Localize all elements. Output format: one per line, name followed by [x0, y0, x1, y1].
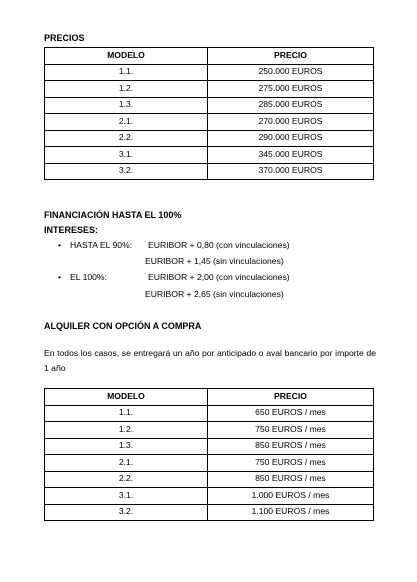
column-header-modelo: MODELO [45, 48, 208, 65]
cell-modelo: 3.2. [45, 504, 208, 521]
cell-modelo: 3.1. [45, 488, 208, 505]
table-row [45, 422, 374, 439]
precios-heading: PRECIOS [44, 33, 85, 43]
cell-precio: 850 EUROS / mes [208, 438, 374, 455]
cell-modelo: 2.2. [45, 471, 208, 488]
cell-precio: 1.000 EUROS / mes [208, 488, 374, 505]
table-row [45, 405, 374, 422]
cell-modelo: 1.1. [45, 405, 208, 422]
table-row [45, 504, 374, 521]
cell-modelo: 3.2. [45, 163, 208, 180]
table-header-row [45, 389, 374, 406]
cell-precio: 370.000 EUROS [208, 163, 374, 180]
cell-modelo: 1.1. [45, 64, 208, 81]
table-header-row [45, 48, 374, 65]
column-header-precio: PRECIO [208, 389, 374, 406]
cell-precio: 285.000 EUROS [208, 97, 374, 114]
column-header-precio: PRECIO [208, 48, 374, 65]
alquiler-table [44, 388, 374, 521]
cell-precio: 275.000 EUROS [208, 81, 374, 98]
table-row [45, 97, 374, 114]
bullet-icon: • [58, 240, 62, 250]
cell-precio: 750 EUROS / mes [208, 455, 374, 472]
column-header-modelo: MODELO [45, 389, 208, 406]
table-row [45, 455, 374, 472]
cell-precio: 1.100 EUROS / mes [208, 504, 374, 521]
table-row [45, 147, 374, 164]
cell-modelo: 1.2. [45, 422, 208, 439]
cell-precio: 250.000 EUROS [208, 64, 374, 81]
table-row [45, 64, 374, 81]
table-row [45, 488, 374, 505]
interes-bullet-100 [58, 273, 290, 283]
cell-modelo: 1.2. [45, 81, 208, 98]
cell-modelo: 2.1. [45, 114, 208, 131]
cell-modelo: 3.1. [45, 147, 208, 164]
cell-modelo: 1.3. [45, 438, 208, 455]
cell-precio: 290.000 EUROS [208, 130, 374, 147]
interes-line: EURIBOR + 2,00 (con vinculaciones) [148, 272, 290, 282]
bullet-icon: • [58, 272, 62, 282]
precios-table [44, 47, 374, 180]
table-row [45, 471, 374, 488]
table-row [45, 163, 374, 180]
interes-line: EURIBOR + 0,80 (con vinculaciones) [148, 240, 290, 250]
interes-bullet-90 [58, 241, 290, 251]
cell-modelo: 2.2. [45, 130, 208, 147]
table-row [45, 114, 374, 131]
cell-precio: 345.000 EUROS [208, 147, 374, 164]
cell-precio: 750 EUROS / mes [208, 422, 374, 439]
financiacion-heading: FINANCIACIÓN HASTA EL 100% [44, 210, 182, 220]
cell-modelo: 1.3. [45, 97, 208, 114]
table-row [45, 81, 374, 98]
interes-line-continuation: EURIBOR + 2,65 (sin vinculaciones) [145, 289, 284, 299]
table-row [45, 438, 374, 455]
cell-precio: 850 EUROS / mes [208, 471, 374, 488]
alquiler-heading: ALQUILER CON OPCIÓN A COMPRA [44, 321, 202, 331]
cell-modelo: 2.1. [45, 455, 208, 472]
interes-label: HASTA EL 90%: [70, 240, 133, 250]
cell-precio: 650 EUROS / mes [208, 405, 374, 422]
interes-line-continuation: EURIBOR + 1,45 (sin vinculaciones) [145, 256, 284, 266]
interes-label: EL 100%: [70, 272, 107, 282]
alquiler-paragraph: En todos los casos, se entregará un año por anticipado o aval bancario por importe de 1 año [44, 348, 376, 373]
table-row [45, 130, 374, 147]
cell-precio: 270.000 EUROS [208, 114, 374, 131]
intereses-heading: INTERESES: [44, 225, 99, 235]
